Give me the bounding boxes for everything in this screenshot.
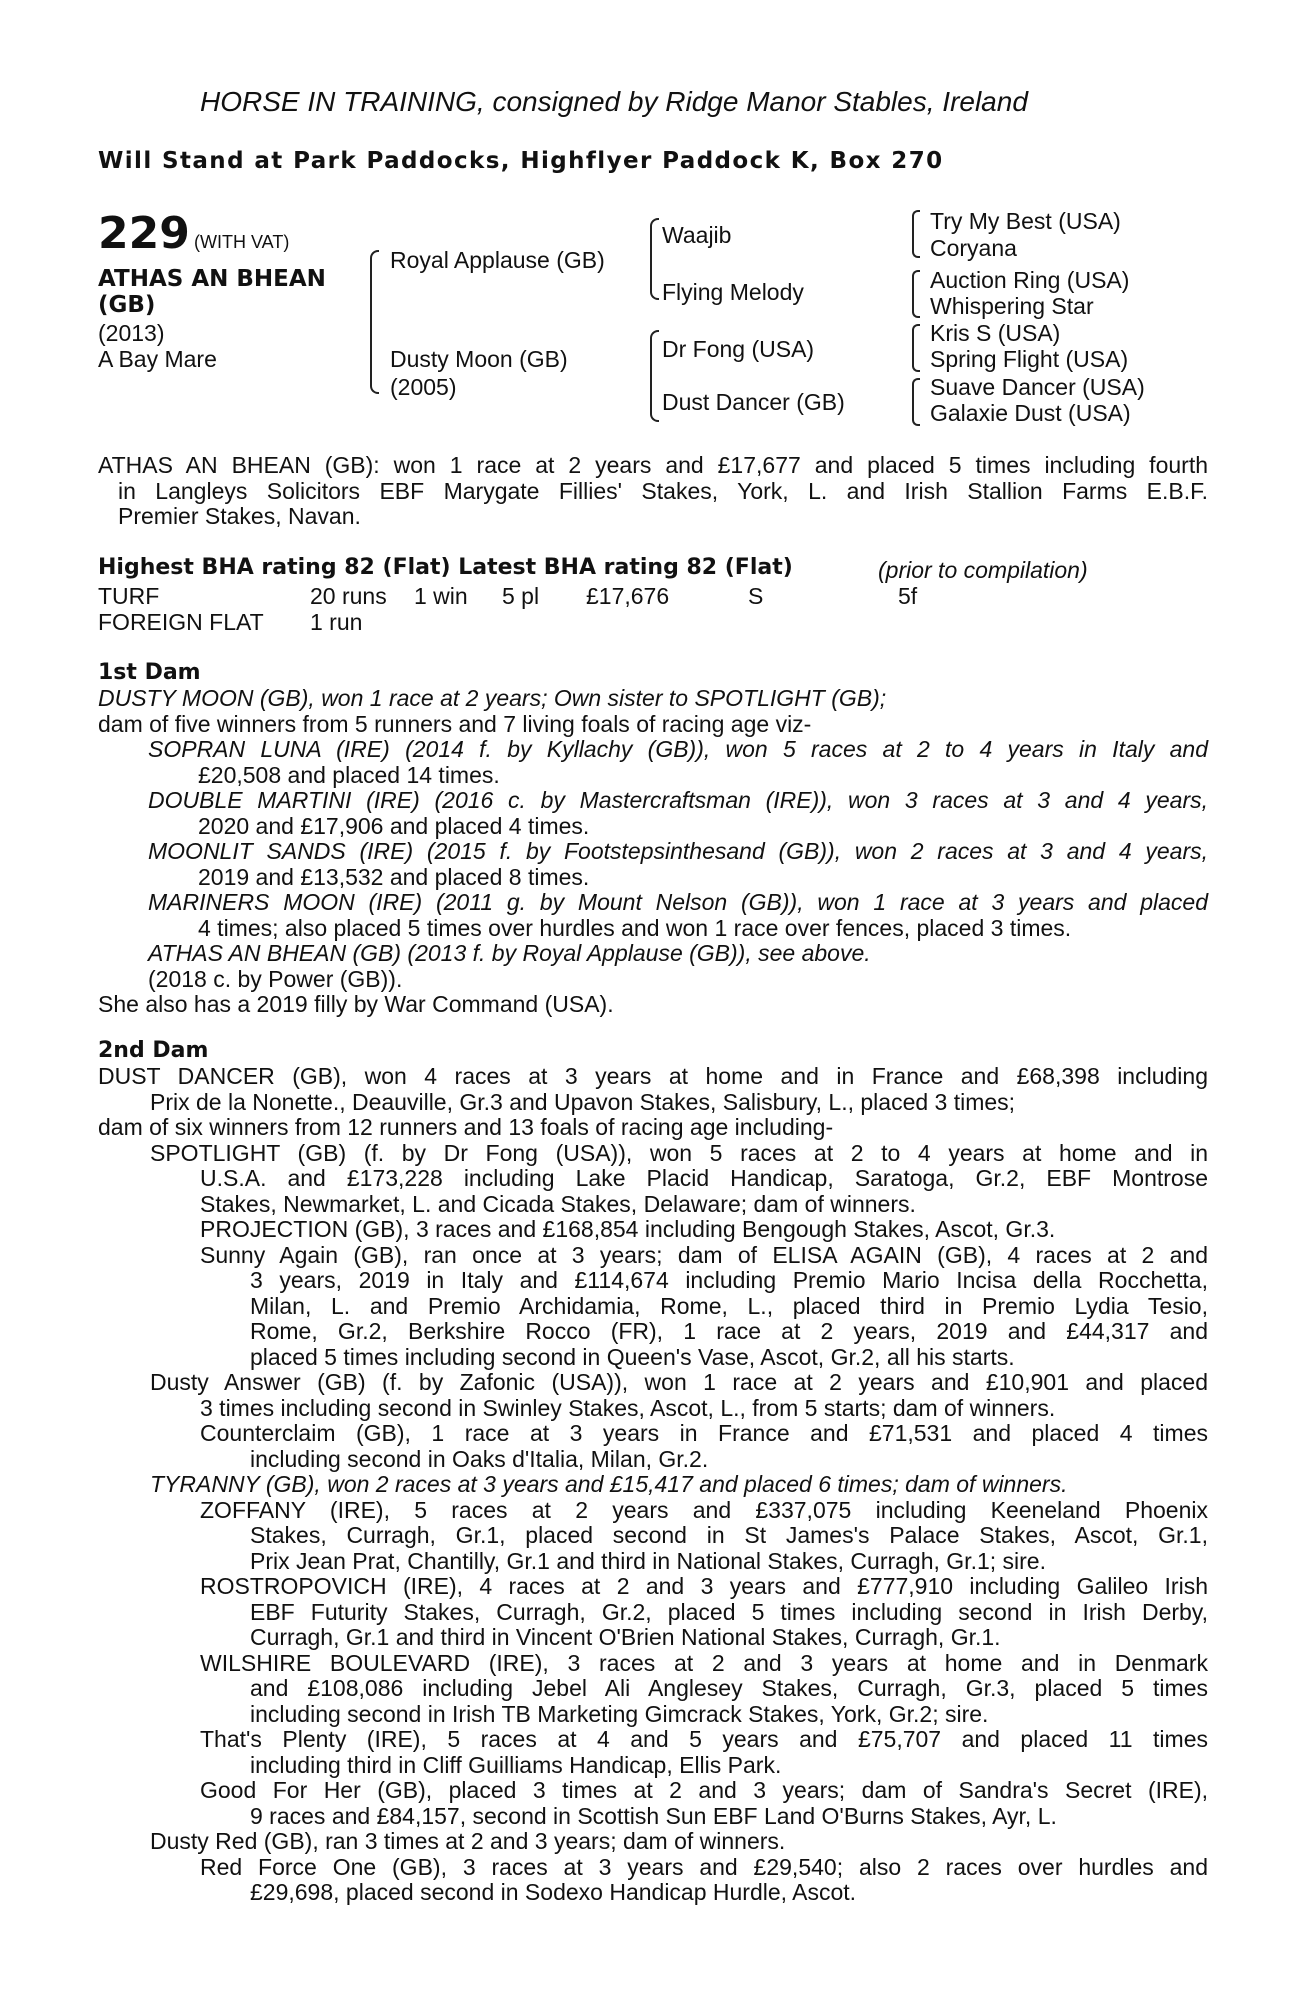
produce-line: Stakes, Newmarket, L. and Cicada Stakes, Delaware; dam of winners. <box>200 1190 916 1217</box>
produce-line: Milan, L. and Premio Archidamia, Rome, L., placed third in Premio Lydia Tesio, <box>250 1292 1208 1319</box>
dam-line: DUSTY MOON (GB), won 1 race at 2 years; Own sister to SPOTLIGHT (GB); <box>98 685 887 711</box>
bha-rating: Highest BHA rating 82 (Flat) Latest BHA rating 82 (Flat) <box>98 555 793 580</box>
pedigree-dam-year: (2005) <box>390 374 457 400</box>
produce-line: 4 times; also placed 5 times over hurdles and won 1 race over fences, placed 3 times. <box>198 914 1072 941</box>
pedigree-bracket <box>370 250 379 394</box>
pedigree-sds: Auction Ring (USA) <box>930 267 1130 293</box>
pedigree-sire-dam: Flying Melody <box>662 279 804 305</box>
pedigree-bracket <box>912 210 920 258</box>
produce-line: 3 years, 2019 in Italy and £114,674 including Premio Mario Incisa della Rocchetta, <box>250 1267 1208 1293</box>
produce-line: ROSTROPOVICH (IRE), 4 races at 2 and 3 years and £777,910 including Galileo Irish <box>200 1573 1208 1599</box>
produce-line: Counterclaim (GB), 1 race at 3 years in France and £71,531 and placed 4 times <box>200 1420 1208 1446</box>
produce-line: Dusty Answer (GB) (f. by Zafonic (USA)), won 1 race at 2 years and £10,901 and placed <box>150 1369 1208 1395</box>
pedigree-dss: Kris S (USA) <box>930 320 1061 346</box>
produce-line: including third in Cliff Guilliams Handicap, Ellis Park. <box>250 1751 782 1778</box>
vat-label: (WITH VAT) <box>194 232 290 252</box>
produce-line: 2019 and £13,532 and placed 8 times. <box>198 863 590 890</box>
record-earnings: £17,676 <box>586 583 670 609</box>
pedigree-bracket <box>912 324 920 372</box>
pedigree-sss: Try My Best (USA) <box>930 208 1121 234</box>
produce-line: SPOTLIGHT (GB) (f. by Dr Fong (USA)), won 5 races at 2 to 4 years at home and in <box>150 1139 1208 1166</box>
stand-location: Will Stand at Park Paddocks, Highflyer Paddock K, Box 270 <box>98 148 944 174</box>
rating-note: (prior to compilation) <box>878 557 1088 583</box>
pedigree-dam-dam: Dust Dancer (GB) <box>662 389 845 415</box>
produce-line: Dusty Red (GB), ran 3 times at 2 and 3 years; dam of winners. <box>150 1828 786 1854</box>
produce-line: including second in Irish TB Marketing Gimcrack Stakes, York, Gr.2; sire. <box>250 1700 989 1727</box>
produce-line: (2018 c. by Power (GB)). <box>148 965 403 992</box>
produce-line: Curragh, Gr.1 and third in Vincent O'Brien National Stakes, Curragh, Gr.1. <box>250 1624 1001 1650</box>
pedigree-dam: Dusty Moon (GB) <box>390 346 568 372</box>
horse-country: (GB) <box>98 292 156 318</box>
produce-line: placed 5 times including second in Queen's Vase, Ascot, Gr.2, all his starts. <box>250 1343 1015 1370</box>
dam-line: Prix de la Nonette., Deauville, Gr.3 and Upavon Stakes, Salisbury, L., placed 3 times; <box>150 1088 1016 1115</box>
produce-line: £29,698, placed second in Sodexo Handicap Hurdle, Ascot. <box>250 1879 857 1905</box>
produce-line: TYRANNY (GB), won 2 races at 3 years and £15,417 and placed 6 times; dam of winners. <box>150 1471 1068 1497</box>
produce-line: MOONLIT SANDS (IRE) (2015 f. by Footstepsinthesand (GB)), won 2 races at 3 and 4 years, <box>148 838 1208 864</box>
catalogue-title: HORSE IN TRAINING, consigned by Ridge Manor Stables, Ireland <box>200 86 1028 117</box>
record-going: S <box>748 583 764 609</box>
pedigree-sire-sire: Waajib <box>662 222 732 248</box>
produce-line: U.S.A. and £173,228 including Lake Placid Handicap, Saratoga, Gr.2, EBF Montrose <box>200 1165 1208 1191</box>
produce-line: SOPRAN LUNA (IRE) (2014 f. by Kyllachy (GB)), won 5 races at 2 to 4 years in Italy and <box>148 736 1208 762</box>
pedigree-ddd: Galaxie Dust (USA) <box>930 400 1131 426</box>
pedigree-ssd: Coryana <box>930 235 1017 261</box>
dam-line: dam of six winners from 12 runners and 13 foals of racing age including- <box>98 1114 834 1140</box>
produce-line: ATHAS AN BHEAN (GB) (2013 f. by Royal Applause (GB)), see above. <box>148 940 871 966</box>
produce-line: WILSHIRE BOULEVARD (IRE), 3 races at 2 and 3 years at home and in Denmark <box>200 1649 1208 1676</box>
dam-line: dam of five winners from 5 runners and 7 living foals of racing age viz- <box>98 710 812 737</box>
produce-line: MARINERS MOON (IRE) (2011 g. by Mount Nelson (GB)), won 1 race at 3 years and placed <box>148 889 1208 915</box>
horse-description: A Bay Mare <box>98 346 217 372</box>
produce-line: including second in Oaks d'Italia, Milan, Gr.2. <box>250 1445 709 1472</box>
produce-line: 9 races and £84,157, second in Scottish Sun EBF Land O'Burns Stakes, Ayr, L. <box>250 1802 1057 1829</box>
produce-line: DOUBLE MARTINI (IRE) (2016 c. by Mastercraftsman (IRE)), won 3 races at 3 and 4 years, <box>148 787 1208 813</box>
produce-line: PROJECTION (GB), 3 races and £168,854 including Bengough Stakes, Ascot, Gr.3. <box>200 1216 1056 1242</box>
record-runs: 20 runs <box>310 583 387 609</box>
pedigree-dds: Suave Dancer (USA) <box>930 374 1145 400</box>
summary-line: in Langleys Solicitors EBF Marygate Fillies' Stakes, York, L. and Irish Stallion Farms E.B.F. <box>118 477 1208 504</box>
record-distance: 5f <box>898 583 918 609</box>
produce-line: Stakes, Curragh, Gr.1, placed second in St James's Palace Stakes, Ascot, Gr.1, <box>250 1522 1208 1548</box>
produce-line: That's Plenty (IRE), 5 races at 4 and 5 years and £75,707 and placed 11 times <box>200 1726 1208 1752</box>
pedigree-sire: Royal Applause (GB) <box>390 247 605 273</box>
pedigree-dam-sire: Dr Fong (USA) <box>662 336 815 362</box>
pedigree-bracket <box>650 330 659 422</box>
produce-line: ZOFFANY (IRE), 5 races at 2 years and £337,075 including Keeneland Phoenix <box>200 1496 1208 1523</box>
produce-line: Prix Jean Prat, Chantilly, Gr.1 and third in National Stakes, Curragh, Gr.1; sire. <box>250 1547 1046 1574</box>
pedigree-dsd: Spring Flight (USA) <box>930 346 1129 372</box>
produce-line: 2020 and £17,906 and placed 4 times. <box>198 812 590 839</box>
produce-line: and £108,086 including Jebel Ali Anglesey Stakes, Curragh, Gr.3, placed 5 times <box>250 1675 1208 1701</box>
summary-line: ATHAS AN BHEAN (GB): won 1 race at 2 years and £17,677 and placed 5 times including fourth <box>98 452 1208 478</box>
foaling-year: (2013) <box>98 320 165 346</box>
record-label: FOREIGN FLAT <box>98 609 264 635</box>
produce-line: 3 times including second in Swinley Stakes, Ascot, L., from 5 starts; dam of winners. <box>200 1394 1056 1421</box>
pedigree-bracket <box>912 270 920 318</box>
pedigree-bracket <box>912 378 920 426</box>
produce-line: Rome, Gr.2, Berkshire Rocco (FR), 1 race at 2 years, 2019 and £44,317 and <box>250 1318 1208 1344</box>
produce-line: Red Force One (GB), 3 races at 3 years and £29,540; also 2 races over hurdles and <box>200 1853 1208 1880</box>
dam-line: DUST DANCER (GB), won 4 races at 3 years at home and in France and £68,398 including <box>98 1063 1208 1089</box>
pedigree-bracket <box>650 218 659 300</box>
pedigree-sdd: Whispering Star <box>930 293 1094 319</box>
produce-line: Sunny Again (GB), ran once at 3 years; dam of ELISA AGAIN (GB), 4 races at 2 and <box>200 1241 1208 1268</box>
produce-line: £20,508 and placed 14 times. <box>198 761 500 788</box>
horse-name: ATHAS AN BHEAN <box>98 266 326 292</box>
record-runs: 1 run <box>310 609 363 635</box>
produce-line: EBF Futurity Stakes, Curragh, Gr.2, placed 5 times including second in Irish Derby, <box>250 1598 1208 1625</box>
lot-number: 229 <box>98 208 190 259</box>
first-dam-heading: 1st Dam <box>98 660 201 685</box>
second-dam-heading: 2nd Dam <box>98 1038 209 1063</box>
dam-line: She also has a 2019 filly by War Command (USA). <box>98 991 614 1017</box>
record-label: TURF <box>98 583 160 609</box>
record-wins: 1 win <box>414 583 468 609</box>
record-placed: 5 pl <box>502 583 540 609</box>
produce-line: Good For Her (GB), placed 3 times at 2 and 3 years; dam of Sandra's Secret (IRE), <box>200 1777 1208 1803</box>
summary-line: Premier Stakes, Navan. <box>118 503 361 529</box>
